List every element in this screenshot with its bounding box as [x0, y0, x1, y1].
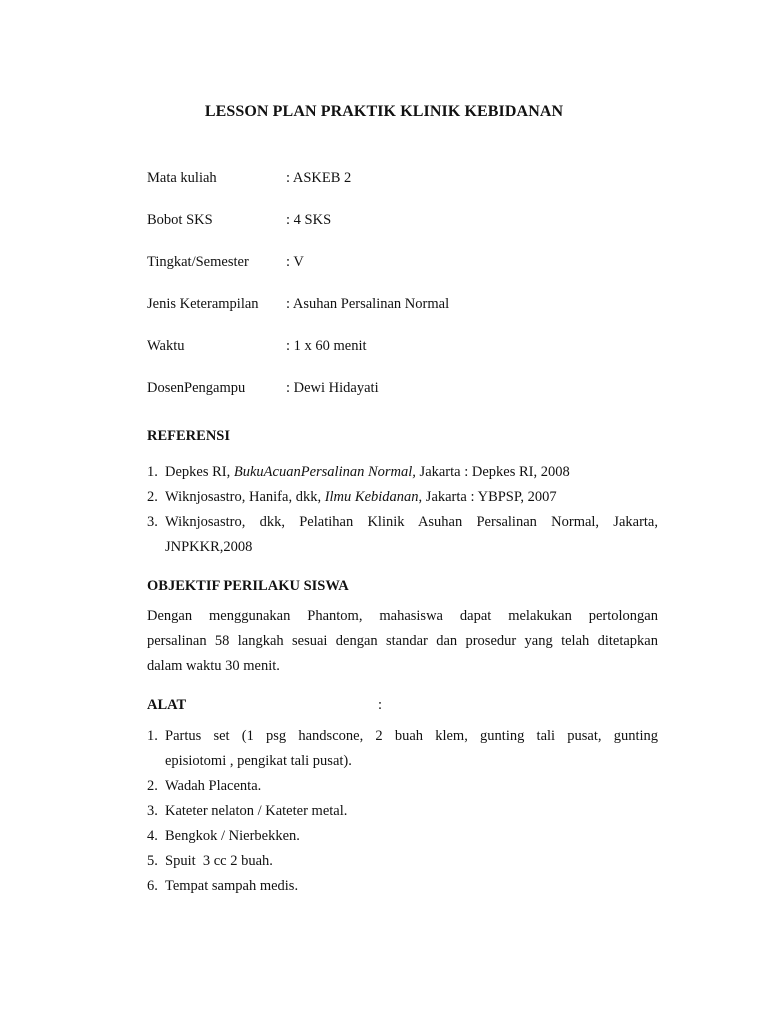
list-number: 1. [147, 464, 158, 480]
list-number: 3. [147, 803, 158, 819]
info-row-mata-kuliah [147, 170, 667, 190]
list-number: 5. [147, 853, 158, 869]
info-row-dosen-pengampu [147, 380, 667, 400]
list-number: 4. [147, 828, 158, 844]
info-row-jenis-keterampilan [147, 296, 667, 316]
referensi-heading: REFERENSI [147, 428, 230, 444]
info-label: Bobot SKS [147, 212, 213, 228]
list-number: 1. [147, 728, 158, 744]
info-value: : ASKEB 2 [286, 170, 352, 186]
list-text: Wiknjosastro, dkk, Pelatihan Klinik Asuhan Persalinan Normal, Jakarta, JNPKKR,2008 [165, 514, 658, 555]
list-number: 6. [147, 878, 158, 894]
info-value: : Dewi Hidayati [286, 380, 379, 396]
info-row-waktu [147, 338, 667, 358]
alat-heading: ALAT : [147, 697, 383, 713]
info-value: : 1 x 60 menit [286, 338, 367, 354]
list-number: 3. [147, 514, 158, 530]
list-text: Partus set (1 psg handscone, 2 buah klem, gunting tali pusat, gunting episiotomi , pengikat tali pusat). [165, 728, 658, 769]
info-value: : V [286, 254, 304, 270]
info-label: DosenPengampu [147, 380, 246, 396]
list-text: Depkes RI, BukuAcuanPersalinan Normal, Jakarta : Depkes RI, 2008 [165, 464, 570, 480]
list-text: Kateter nelaton / Kateter metal. [165, 803, 348, 819]
list-number: 2. [147, 489, 158, 505]
info-label: Mata kuliah [147, 170, 217, 186]
list-text: Wadah Placenta. [165, 778, 262, 794]
info-row-bobot-sks [147, 212, 667, 232]
objektif-heading: OBJEKTIF PERILAKU SISWA [147, 578, 349, 594]
list-text: Wiknjosastro, Hanifa, dkk, Ilmu Kebidanan, Jakarta : YBPSP, 2007 [165, 489, 557, 505]
info-row-tingkat-semester [147, 254, 667, 274]
list-text: Spuit 3 cc 2 buah. [165, 853, 273, 869]
info-label: Tingkat/Semester [147, 254, 249, 270]
list-number: 2. [147, 778, 158, 794]
page-title: LESSON PLAN PRAKTIK KLINIK KEBIDANAN [204, 103, 564, 120]
info-value: : 4 SKS [286, 212, 332, 228]
info-value: : Asuhan Persalinan Normal [286, 296, 450, 312]
objektif-paragraph: Dengan menggunakan Phantom, mahasiswa dapat melakukan pertolongan persalinan 58 langkah sesuai dengan standar dan prosedur yang telah ditetapkan dalam waktu 30 menit. [147, 608, 658, 674]
info-label: Jenis Keterampilan [147, 296, 259, 312]
list-text: Bengkok / Nierbekken. [165, 828, 300, 844]
info-label: Waktu [147, 338, 185, 354]
list-text: Tempat sampah medis. [165, 878, 299, 894]
